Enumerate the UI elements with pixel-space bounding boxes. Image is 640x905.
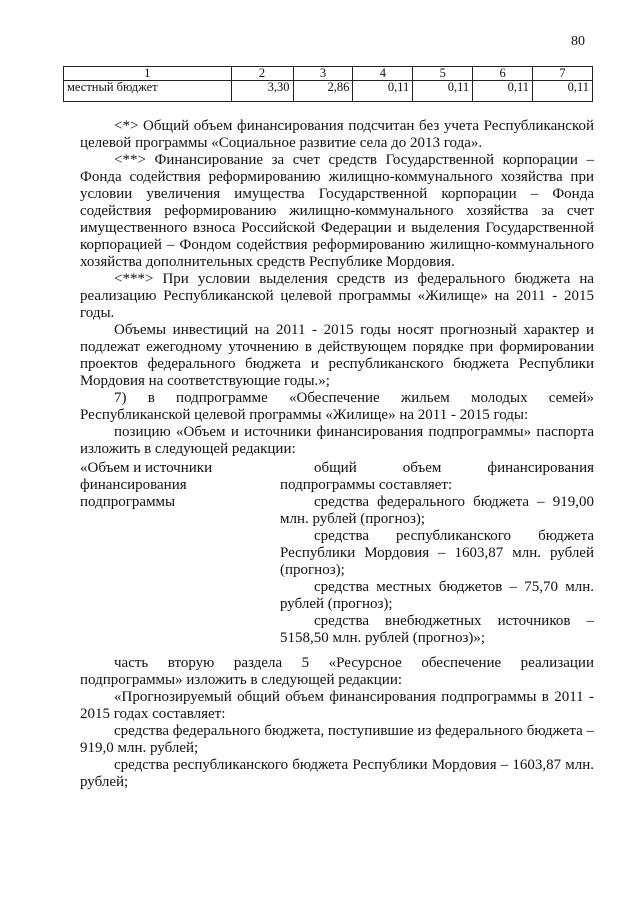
part-intro-paragraph: часть вторую раздела 5 «Ресурсное обеспечение реализации подпрограммы» изложить в следующей редакции:: [80, 655, 594, 688]
table-header-cell: 4: [353, 67, 413, 81]
position-left-column: «Объем и источники финансирования подпрограммы: [80, 460, 213, 510]
table-header-cell: 6: [473, 67, 533, 81]
table-header-cell: 2: [231, 67, 293, 81]
table-row: [64, 81, 593, 102]
position-line: средства республиканского бюджета Республики Мордовия – 1603,87 млн. рублей (прогноз);: [280, 528, 594, 578]
position-intro-paragraph: позицию «Объем и источники финансирования подпрограммы» паспорта изложить в следующей редакции:: [80, 424, 594, 457]
position-line: средства местных бюджетов – 75,70 млн. рублей (прогноз);: [280, 579, 594, 612]
footnote-1: <*> Общий объем финансирования подсчитан без учета Республиканской целевой программы «Социальное развитие села до 2013 года».: [80, 118, 594, 151]
forecast-paragraph: средства республиканского бюджета Республики Мордовия – 1603,87 млн. рублей;: [80, 757, 594, 790]
table-header-cell: 3: [293, 67, 353, 81]
table-header-cell: 1: [64, 67, 232, 81]
position-line: средства внебюджетных источников – 5158,50 млн. рублей (прогноз)»;: [280, 613, 594, 646]
table-cell: 0,11: [353, 81, 413, 102]
position-right-column: [280, 460, 594, 647]
footnote-3: <***> При условии выделения средств из федерального бюджета на реализацию Республиканской целевой программы «Жилище» на 2011 - 2015 годы.: [80, 271, 594, 321]
passport-position-block: [80, 460, 594, 647]
table-cell: 0,11: [413, 81, 473, 102]
footnote-2: <**> Финансирование за счет средств Государственной корпорации – Фонда содействия реформированию жилищно-коммунального хозяйства при условии увеличения имущества Государственной корпорации – Фонда содействия реформированию жилищно-коммунального хозяйства за счет имущественного взноса Российской Федерации и выделения Государственной корпорацией – Фондом содействия реформированию жилищно-коммунального хозяйства дополнительных средств Республике Мордовия.: [80, 152, 594, 270]
forecast-paragraph: средства федерального бюджета, поступившие из федерального бюджета – 919,0 млн. рублей;: [80, 723, 594, 756]
table-header-cell: 5: [413, 67, 473, 81]
page-number: 80: [571, 34, 585, 49]
table-cell: 2,86: [293, 81, 353, 102]
item-7-paragraph: 7) в подпрограмме «Обеспечение жильем молодых семей» Республиканской целевой программы «Жилище» на 2011 - 2015 годы:: [80, 390, 594, 423]
table-cell-label: местный бюджет: [64, 81, 232, 102]
investment-paragraph: Объемы инвестиций на 2011 - 2015 годы носят прогнозный характер и подлежат ежегодному уточнению в действующем порядке при формировании проектов федерального бюджета и республиканского бюджета Республики Мордовия на соответствующие годы.»;: [80, 322, 594, 389]
position-line: средства федерального бюджета – 919,00 млн. рублей (прогноз);: [280, 494, 594, 527]
table-cell: 0,11: [473, 81, 533, 102]
forecast-paragraph: «Прогнозируемый общий объем финансирования подпрограммы в 2011 - 2015 годах составляет:: [80, 689, 594, 722]
financing-table: [63, 66, 593, 102]
position-line: общий объем финансирования подпрограммы составляет:: [280, 460, 594, 493]
table-cell: 3,30: [231, 81, 293, 102]
table-header-row: [64, 67, 593, 81]
document-body: [80, 118, 594, 791]
table-cell: 0,11: [533, 81, 593, 102]
table-header-cell: 7: [533, 67, 593, 81]
